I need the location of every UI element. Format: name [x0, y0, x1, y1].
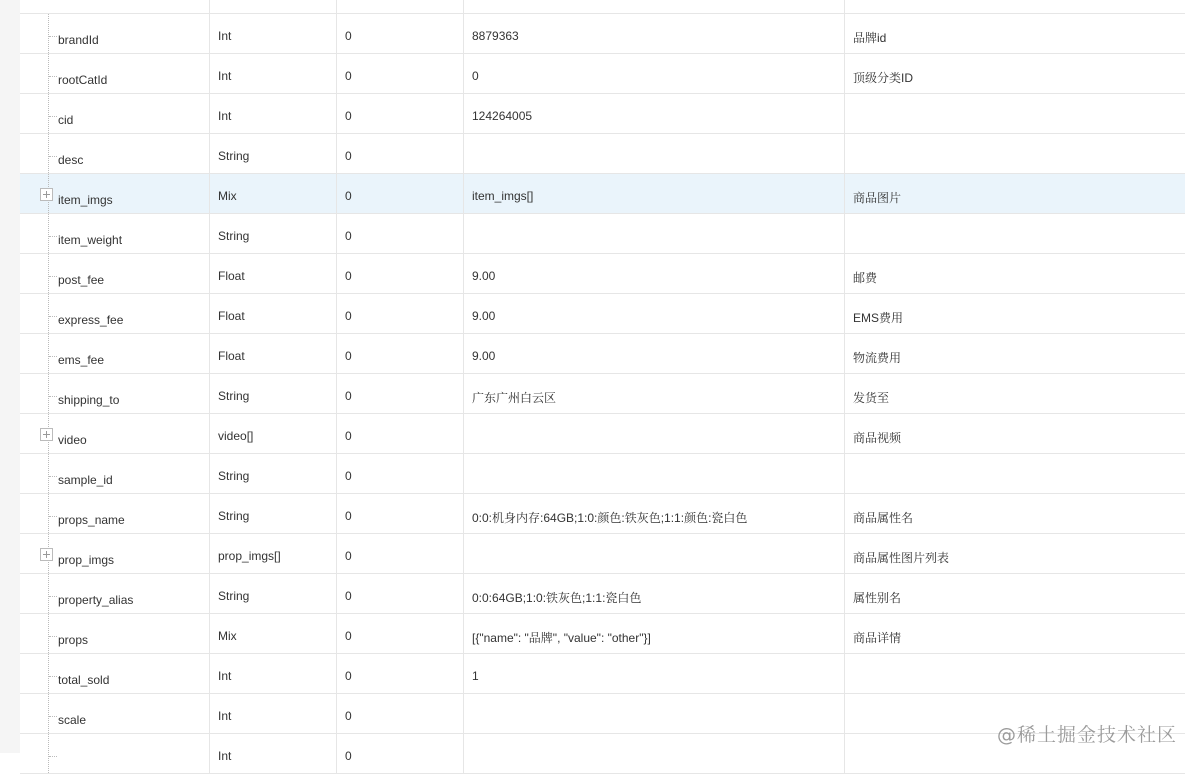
tree-branch-tick	[49, 236, 57, 237]
table-row[interactable]	[20, 334, 1185, 374]
tree-branch-tick	[49, 76, 57, 77]
table-row[interactable]	[20, 414, 1185, 454]
param-required: 0	[337, 14, 464, 53]
param-name-cell	[20, 54, 210, 93]
param-description: EMS费用	[853, 311, 904, 325]
param-name-cell	[20, 454, 210, 493]
tree-guide-line	[48, 734, 49, 773]
param-required: 0	[337, 214, 464, 253]
table-row[interactable]	[20, 454, 1185, 494]
param-description: 发货至	[853, 391, 890, 405]
param-required: 0	[337, 414, 464, 453]
params-table	[20, 0, 1185, 763]
tree-guide-line	[48, 654, 49, 693]
param-name: property_alias	[58, 593, 134, 607]
param-type: String	[210, 574, 337, 613]
param-required: 0	[337, 334, 464, 373]
tree-guide-line	[48, 254, 49, 293]
tree-guide-line	[48, 694, 49, 733]
tree-guide-line	[48, 214, 49, 253]
param-description: 物流费用	[853, 351, 902, 365]
param-example: 9.00	[464, 334, 845, 373]
tree-branch-tick	[49, 636, 57, 637]
param-description	[845, 654, 1185, 693]
table-row[interactable]	[20, 574, 1185, 614]
tree-branch-tick	[49, 116, 57, 117]
table-row[interactable]	[20, 654, 1185, 694]
param-example: [{"name": "品牌", "value": "other"}]	[464, 614, 845, 653]
param-type: Int	[210, 54, 337, 93]
param-example: 1	[464, 654, 845, 693]
table-top-strip	[20, 0, 1185, 14]
param-type: Int	[210, 14, 337, 53]
param-name-cell	[20, 614, 210, 653]
param-example	[464, 694, 845, 733]
param-description	[845, 454, 1185, 493]
left-gutter	[0, 0, 21, 753]
param-description: 商品图片	[853, 191, 902, 205]
tree-branch-tick	[49, 316, 57, 317]
tree-guide-line	[48, 454, 49, 493]
tree-branch-tick	[49, 596, 57, 597]
param-name: sample_id	[58, 473, 113, 487]
param-required: 0	[337, 94, 464, 133]
table-row[interactable]	[20, 254, 1185, 294]
param-example: 9.00	[464, 254, 845, 293]
param-required: 0	[337, 494, 464, 533]
param-name-cell	[20, 574, 210, 613]
param-name: desc	[58, 153, 84, 167]
param-required: 0	[337, 54, 464, 93]
param-type: String	[210, 214, 337, 253]
tree-branch-tick	[49, 716, 57, 717]
param-name-cell	[20, 254, 210, 293]
param-name: ems_fee	[58, 353, 105, 367]
param-type: String	[210, 494, 337, 533]
table-row[interactable]	[20, 614, 1185, 654]
tree-guide-line	[48, 334, 49, 373]
param-name-cell	[20, 294, 210, 333]
param-name: video	[58, 433, 87, 447]
table-row[interactable]	[20, 214, 1185, 254]
tree-branch-tick	[49, 276, 57, 277]
param-required: 0	[337, 534, 464, 573]
param-type: Int	[210, 654, 337, 693]
param-description: 商品视频	[853, 431, 902, 445]
expand-plus-icon[interactable]	[40, 428, 53, 441]
param-type: Float	[210, 254, 337, 293]
param-example	[464, 534, 845, 573]
param-required: 0	[337, 374, 464, 413]
param-name: rootCatId	[58, 73, 108, 87]
param-example	[464, 214, 845, 253]
param-name-cell	[20, 214, 210, 253]
param-type: Float	[210, 334, 337, 373]
tree-guide-line	[48, 94, 49, 133]
watermark: @稀土掘金技术社区	[996, 724, 1177, 746]
table-row[interactable]	[20, 494, 1185, 534]
expand-plus-icon[interactable]	[40, 548, 53, 561]
table-body	[20, 14, 1185, 774]
tree-branch-tick	[49, 756, 57, 757]
param-name-cell	[20, 654, 210, 693]
param-name-cell	[20, 174, 210, 213]
param-example	[464, 454, 845, 493]
param-name-cell	[20, 534, 210, 573]
param-description: 属性别名	[853, 591, 902, 605]
tree-guide-line	[48, 134, 49, 173]
table-row[interactable]	[20, 174, 1185, 214]
param-name-cell	[20, 414, 210, 453]
tree-guide-line	[48, 494, 49, 533]
param-name: total_sold	[58, 673, 110, 687]
tree-branch-tick	[49, 396, 57, 397]
param-example: item_imgs[]	[464, 174, 845, 213]
tree-branch-tick	[49, 476, 57, 477]
table-row[interactable]	[20, 294, 1185, 334]
param-required: 0	[337, 174, 464, 213]
param-name-cell	[20, 14, 210, 53]
param-description	[845, 214, 1185, 253]
param-name: item_imgs	[58, 193, 113, 207]
param-name: item_weight	[58, 233, 123, 247]
tree-guide-line	[48, 574, 49, 613]
param-description: 商品详情	[853, 631, 902, 645]
param-example: 8879363	[464, 14, 845, 53]
param-type: Mix	[210, 614, 337, 653]
param-required: 0	[337, 614, 464, 653]
param-type: Mix	[210, 174, 337, 213]
param-type: Int	[210, 694, 337, 733]
param-example	[464, 414, 845, 453]
table-row[interactable]	[20, 94, 1185, 134]
param-example: 9.00	[464, 294, 845, 333]
param-type: String	[210, 454, 337, 493]
param-example: 0:0:64GB;1:0:铁灰色;1:1:瓷白色	[464, 574, 845, 613]
expand-plus-icon[interactable]	[40, 188, 53, 201]
param-type: Int	[210, 734, 337, 773]
tree-guide-line	[48, 14, 49, 53]
param-required: 0	[337, 254, 464, 293]
tree-guide-line	[48, 374, 49, 413]
tree-branch-tick	[49, 156, 57, 157]
param-name: express_fee	[58, 313, 124, 327]
tree-guide-line	[48, 614, 49, 653]
param-example: 0:0:机身内存:64GB;1:0:颜色:铁灰色;1:1:颜色:瓷白色	[464, 494, 845, 533]
param-required: 0	[337, 734, 464, 773]
table-row[interactable]	[20, 134, 1185, 174]
param-description: 顶级分类ID	[853, 71, 914, 85]
param-name: scale	[58, 713, 87, 727]
param-required: 0	[337, 454, 464, 493]
param-description: 商品属性名	[853, 511, 914, 525]
param-name-cell	[20, 134, 210, 173]
tree-guide-line	[48, 54, 49, 93]
param-required: 0	[337, 694, 464, 733]
param-example: 124264005	[464, 94, 845, 133]
table-row[interactable]	[20, 54, 1185, 94]
param-type: String	[210, 374, 337, 413]
tree-branch-tick	[49, 36, 57, 37]
param-name-cell	[20, 734, 210, 773]
param-name-cell	[20, 94, 210, 133]
param-name: brandId	[58, 33, 99, 47]
param-name: prop_imgs	[58, 553, 115, 567]
param-required: 0	[337, 654, 464, 693]
tree-guide-line	[48, 294, 49, 333]
param-type: Float	[210, 294, 337, 333]
param-description: 品牌id	[853, 31, 887, 45]
table-row[interactable]	[20, 534, 1185, 574]
param-name-cell	[20, 694, 210, 733]
param-name: props	[58, 633, 89, 647]
param-required: 0	[337, 134, 464, 173]
param-name-cell	[20, 494, 210, 533]
param-description	[845, 94, 1185, 133]
table-row[interactable]	[20, 14, 1185, 54]
param-example	[464, 134, 845, 173]
param-required: 0	[337, 574, 464, 613]
param-description: 邮费	[853, 271, 878, 285]
param-name: post_fee	[58, 273, 105, 287]
param-example	[464, 734, 845, 773]
tree-branch-tick	[49, 516, 57, 517]
param-example: 广东广州白云区	[464, 374, 845, 413]
table-row[interactable]	[20, 374, 1185, 414]
param-type: Int	[210, 94, 337, 133]
param-type: video[]	[210, 414, 337, 453]
param-example: 0	[464, 54, 845, 93]
param-name-cell	[20, 334, 210, 373]
tree-branch-tick	[49, 356, 57, 357]
param-description	[845, 134, 1185, 173]
param-name: shipping_to	[58, 393, 120, 407]
param-name: cid	[58, 113, 74, 127]
tree-branch-tick	[49, 676, 57, 677]
param-type: prop_imgs[]	[210, 534, 337, 573]
param-name: props_name	[58, 513, 125, 527]
param-name-cell	[20, 374, 210, 413]
param-required: 0	[337, 294, 464, 333]
param-type: String	[210, 134, 337, 173]
param-description: 商品属性图片列表	[853, 551, 950, 565]
